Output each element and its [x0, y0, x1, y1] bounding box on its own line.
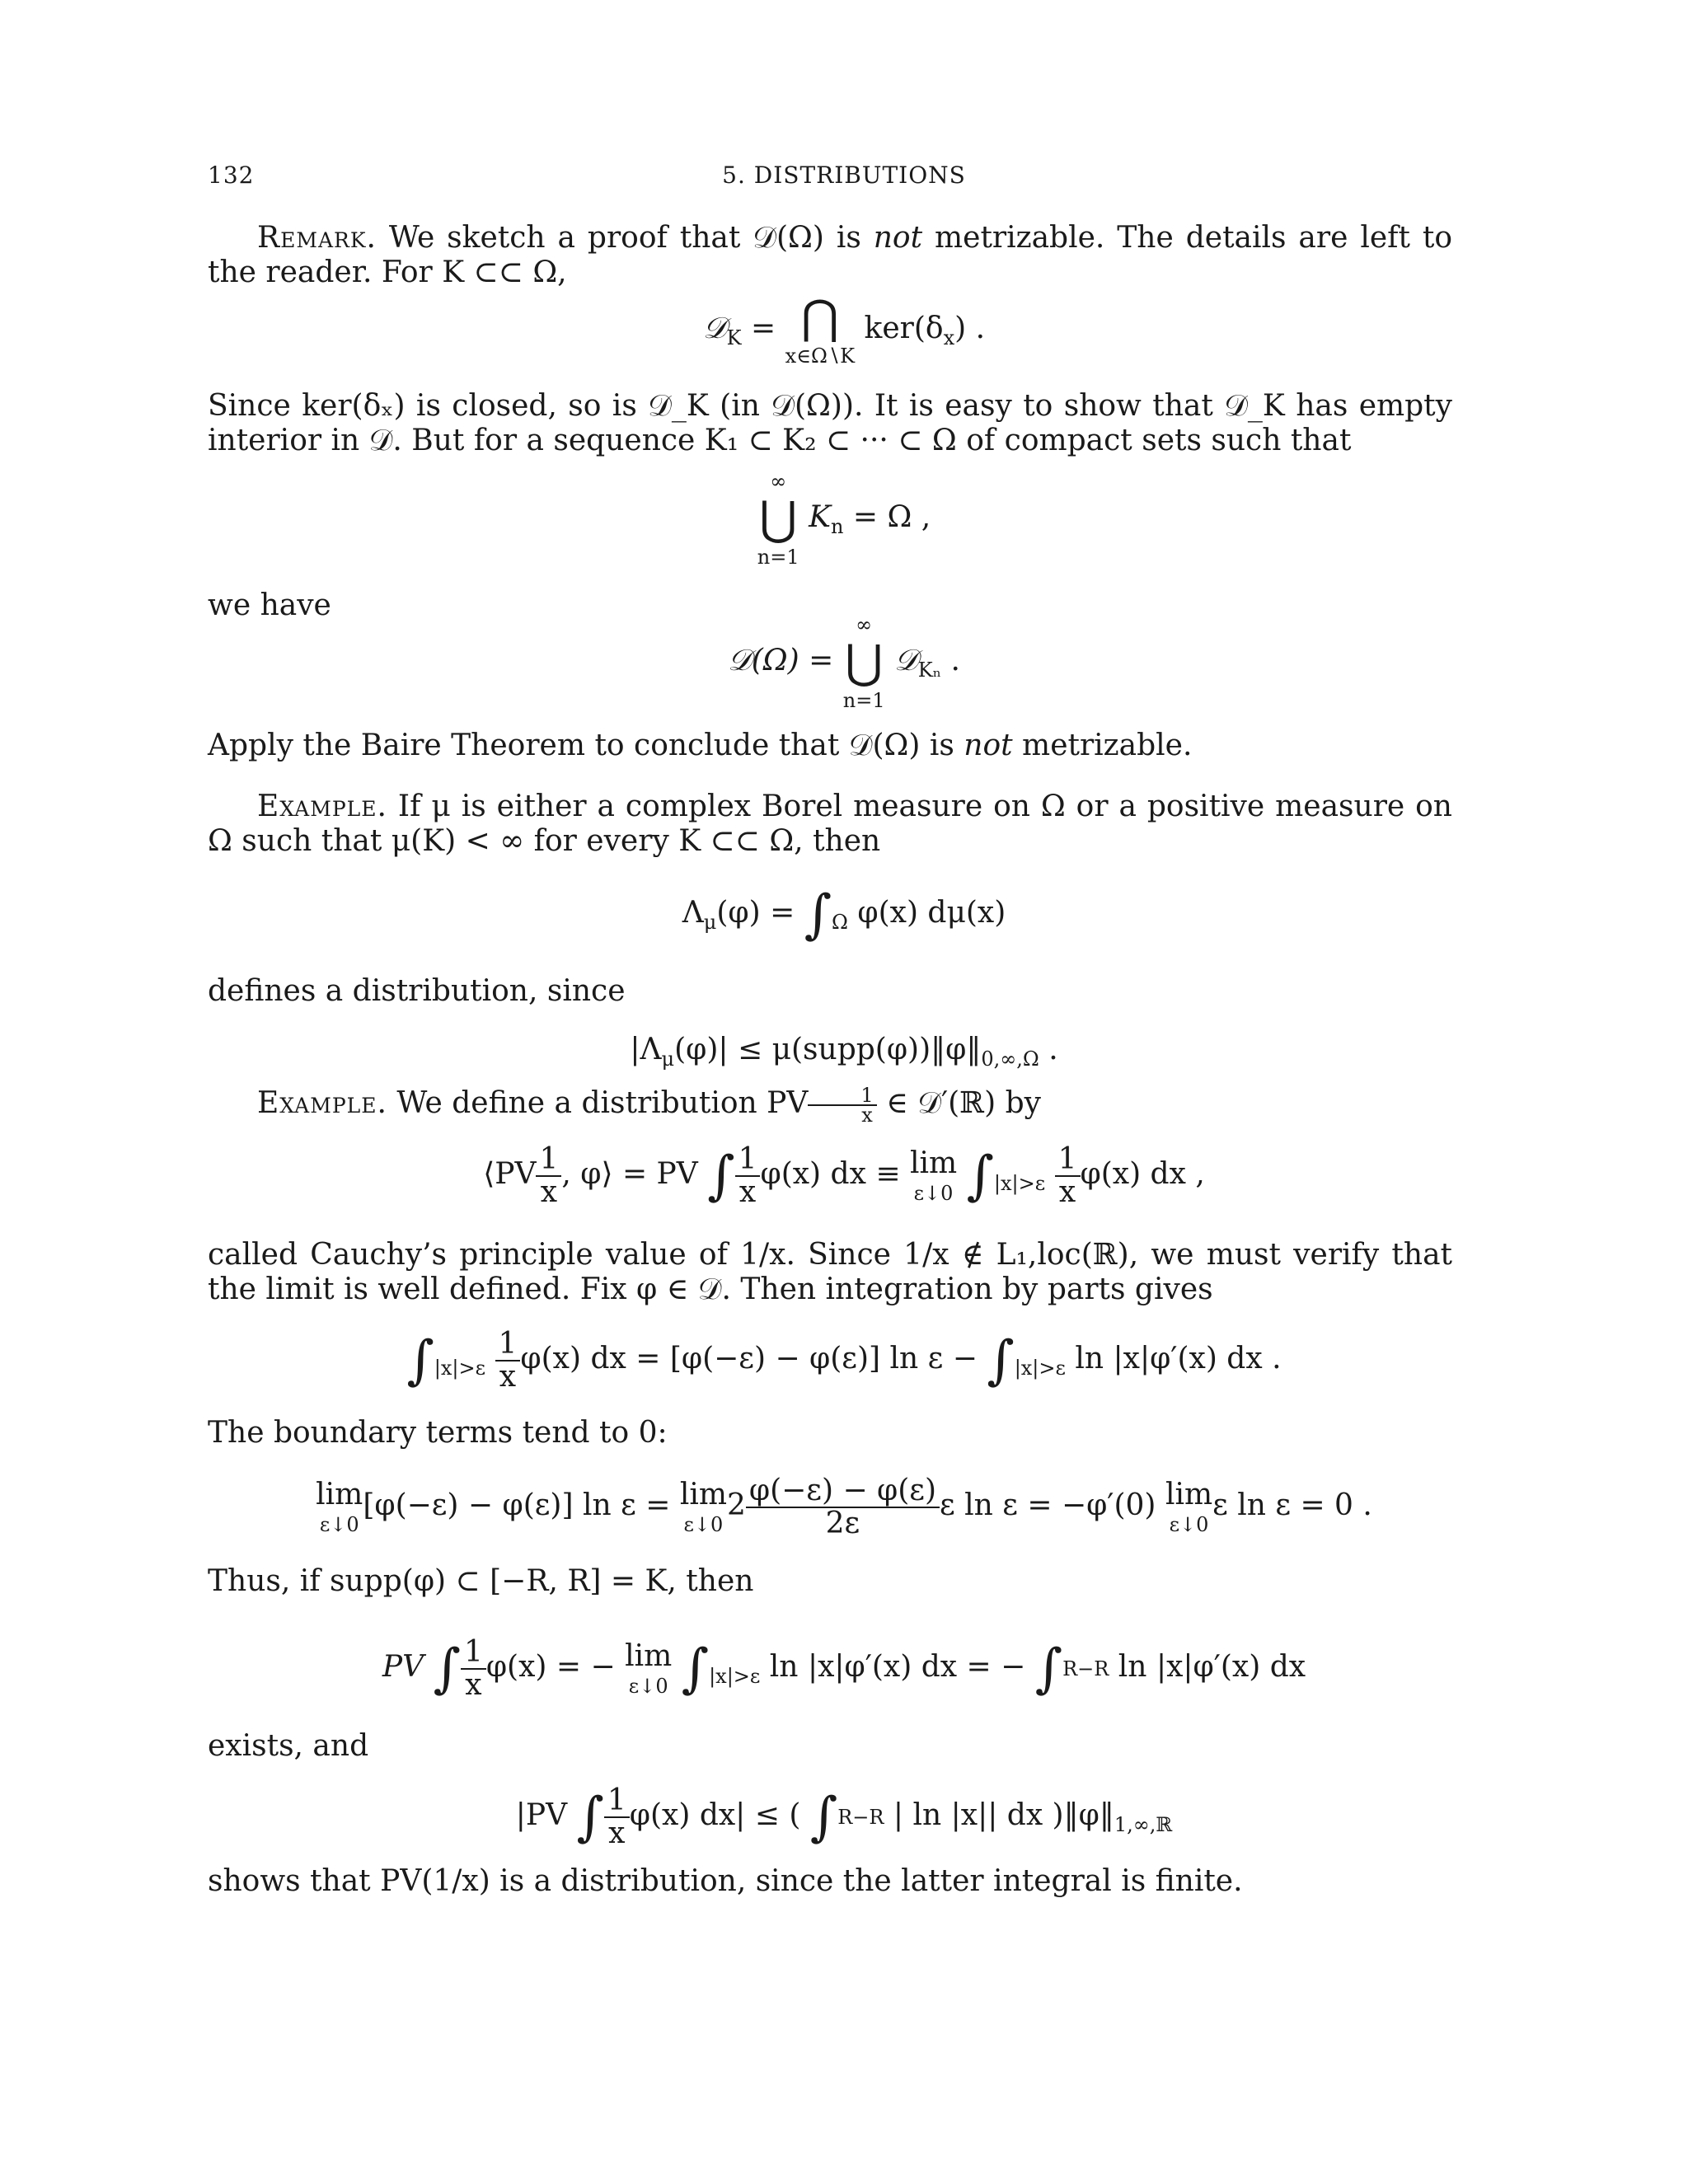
eq-pvb-b: φ(x) dx| ≤ ( [629, 1798, 801, 1832]
eq-bt-a: [φ(−ε) − φ(ε)] ln ε = [363, 1488, 671, 1522]
example1-paragraph [208, 790, 1452, 859]
example2-label: Example. [257, 1086, 387, 1120]
remark-text-1: We sketch a proof that 𝒟(Ω) is [388, 221, 874, 255]
eq-pv-frac: $\frac{1}{x}$ [536, 1144, 561, 1208]
integral-sign-7: ∫ [681, 1638, 710, 1699]
example2-text-3: The boundary terms tend to 0: [208, 1416, 668, 1450]
remark-label: Remark. [257, 221, 377, 255]
remark-text-4: we have [208, 588, 331, 622]
integral-sign-6: ∫ [433, 1638, 461, 1699]
eq-dk-sub: K [726, 326, 742, 350]
equation-pv-bound [0, 1785, 1688, 1849]
equation-pv-limit [0, 1637, 1688, 1701]
eq-ibp-a: φ(x) dx = [φ(−ε) − φ(ε)] ln ε − [520, 1342, 978, 1376]
eq-pvl-c: ln |x|φ′(x) dx = − [769, 1650, 1026, 1684]
equation-pv-definition [0, 1144, 1688, 1208]
eq-pv-frac-3: $\frac{1}{x}$ [1055, 1144, 1081, 1208]
union-operator-2 [843, 615, 885, 710]
union-superscript: ∞ [770, 470, 787, 493]
integral-4-subscript: |x|>ε [434, 1357, 486, 1380]
example1-text-2: defines a distribution, since [208, 974, 626, 1008]
eq-pvb-frac: $\frac{1}{x}$ [604, 1785, 630, 1849]
limit-operator-4: lim ε↓0 [1165, 1478, 1213, 1536]
union-operator [757, 471, 799, 567]
eq-pvl-frac: $\frac{1}{x}$ [461, 1637, 486, 1701]
equation-union-kn [0, 471, 1688, 567]
example2-text-5: exists, and [208, 1729, 369, 1763]
eq-bound-end: . [1039, 1033, 1058, 1066]
remark-not: not [873, 221, 923, 255]
union2-subscript: n=1 [842, 689, 885, 712]
eq-bt-b: 2 [726, 1488, 746, 1522]
integral-sign-4: ∫ [406, 1330, 434, 1391]
limit-operator-5: lim ε↓0 [625, 1639, 673, 1698]
eq-kn: K [809, 500, 831, 534]
chapter-header: 5. DISTRIBUTIONS [722, 162, 966, 189]
eq-ibp-b: ln |x|φ′(x) dx . [1075, 1342, 1282, 1376]
equation-boundary-terms [0, 1475, 1688, 1540]
eq-kn-end: = Ω , [843, 500, 931, 534]
integral-sign-3: ∫ [966, 1146, 994, 1207]
union-subscript: n=1 [757, 546, 799, 569]
eq-pvl-b: φ(x) = − [485, 1650, 616, 1684]
eq-ker-sub: x [943, 326, 955, 350]
union-symbol: ⋃ [759, 492, 798, 546]
eq-ibp-frac: $\frac{1}{x}$ [495, 1329, 521, 1393]
remark-conclusion [208, 729, 1452, 763]
remark-paragraph [208, 221, 1452, 290]
eq-d-omega: 𝒟(Ω) = [728, 644, 834, 677]
remark-text-5b: metrizable. [1012, 729, 1193, 762]
inline-fraction: $\frac{1}{x}$ [808, 1086, 876, 1124]
limit-operator-2: lim ε↓0 [316, 1478, 363, 1536]
eq-dkn-end: . [941, 644, 960, 677]
integral-7-subscript: |x|>ε [709, 1665, 761, 1689]
eq-pv-c: φ(x) dx ≡ [760, 1157, 901, 1191]
eq-ker: ker(δ [864, 312, 944, 345]
integral-3-subscript: |x|>ε [993, 1172, 1046, 1196]
remark-not-2: not [964, 729, 1013, 762]
integral-sign-5: ∫ [987, 1330, 1015, 1391]
example1-text-1: If μ is either a complex Borel measure on Ω or a positive measure on Ω such that μ(K) < ∞ for every K ⊂⊂ Ω, then [208, 790, 1452, 858]
eq-pvb-c: | ln |x|| dx )‖φ‖ [893, 1798, 1114, 1832]
example2-text-6: shows that PV(1/x) is a distribution, since the latter integral is finite. [208, 1864, 1243, 1898]
intersection-operator [785, 291, 856, 368]
example1-label: Example. [257, 790, 387, 823]
eq-bound-norm-sub: 0,∞,Ω [981, 1047, 1039, 1071]
example2-text-4: Thus, if supp(φ) ⊂ [−R, R] = K, then [208, 1564, 754, 1598]
example2-text-1a: We define a distribution PV [396, 1086, 809, 1120]
intersection-subscript: x∈Ω∖K [785, 344, 856, 368]
eq-dkn: 𝒟 [894, 644, 918, 677]
equation-dk-intersection [0, 291, 1688, 368]
integral-subscript: Ω [832, 911, 848, 935]
remark-text-5a: Apply the Baire Theorem to conclude that 𝒟(Ω) is [208, 729, 964, 762]
eq-lambda: Λ [682, 896, 704, 930]
eq-pv-d: φ(x) dx , [1080, 1157, 1205, 1191]
eq-bt-c: ε ln ε = −φ′(0) [940, 1488, 1156, 1522]
page-number: 132 [208, 162, 255, 189]
example2-text-2: called Cauchy’s principle value of 1/x. Since 1/x ∉ L₁,loc(ℝ), we must verify that the limit is well defined. Fix φ ∈ 𝒟. Then integration by parts gives [208, 1238, 1452, 1306]
union2-symbol: ⋃ [845, 635, 884, 689]
integral-5-subscript: |x|>ε [1014, 1357, 1066, 1380]
eq-integrand: φ(x) dμ(x) [857, 896, 1006, 930]
eq-dkn-sub: Kₙ [917, 658, 942, 682]
equation-integration-by-parts [0, 1329, 1688, 1393]
union2-superscript: ∞ [856, 613, 873, 636]
eq-kn-sub: n [830, 515, 844, 539]
limit-operator-3: lim ε↓0 [679, 1478, 727, 1536]
eq-pv-frac-2: $\frac{1}{x}$ [735, 1144, 761, 1208]
example2-text-1b: ∈ 𝒟′(ℝ) by [876, 1086, 1041, 1120]
eq-ker-end: ) . [954, 312, 986, 345]
integral-sign-2: ∫ [707, 1146, 735, 1207]
eq-pv-b: , φ⟩ = PV [561, 1157, 698, 1191]
integral-sign-8: ∫ [1034, 1638, 1063, 1699]
eq-lambda-sub: μ [703, 911, 717, 935]
eq-bound-sub: μ [661, 1047, 675, 1071]
equation-lambda-mu [0, 884, 1688, 945]
eq-bt-d: ε ln ε = 0 . [1212, 1488, 1372, 1522]
equation-d-omega-union [0, 615, 1688, 710]
integral-10-limits: R−R [837, 1806, 884, 1829]
eq-dk-symbol: 𝒟 [702, 312, 727, 345]
eq-bt-frac: $\frac{\varphi(-\varepsilon) - \varphi(\varepsilon)}{2\varepsilon}$ [746, 1475, 940, 1540]
remark-text-2: metrizable. The details are left to the reader. For K ⊂⊂ Ω, [208, 221, 1452, 289]
eq-pvl-a: PV [382, 1650, 424, 1684]
eq-pvl-d: ln |x|φ′(x) dx [1118, 1650, 1306, 1684]
eq-pvb-a: |PV [515, 1798, 568, 1832]
eq-pvb-norm-sub: 1,∞,ℝ [1114, 1813, 1173, 1837]
eq-equals: = [751, 312, 776, 345]
example2-paragraph [208, 1084, 1452, 1127]
limit-operator: lim ε↓0 [909, 1146, 958, 1205]
eq-pv-a: ⟨PV [483, 1157, 537, 1191]
intersection-symbol: ⋂ [800, 291, 839, 344]
eq-lambda-end: (φ) = [716, 896, 795, 930]
remark-text-3: Since ker(δₓ) is closed, so is 𝒟_K (in 𝒟(Ω)). It is easy to show that 𝒟_K has empty interior in 𝒟. But for a sequence K₁ ⊂ K₂ ⊂ ··· ⊂ Ω of compact sets such that [208, 389, 1452, 457]
integral-8-limits: R−R [1062, 1657, 1109, 1680]
integral-sign-9: ∫ [576, 1787, 604, 1848]
eq-bound-mid: (φ)| ≤ μ(supp(φ))‖φ‖ [674, 1033, 982, 1066]
eq-bound-a: |Λ [630, 1033, 662, 1066]
integral-sign: ∫ [804, 884, 832, 945]
equation-lambda-bound [0, 1032, 1688, 1077]
integral-sign-10: ∫ [809, 1787, 838, 1848]
